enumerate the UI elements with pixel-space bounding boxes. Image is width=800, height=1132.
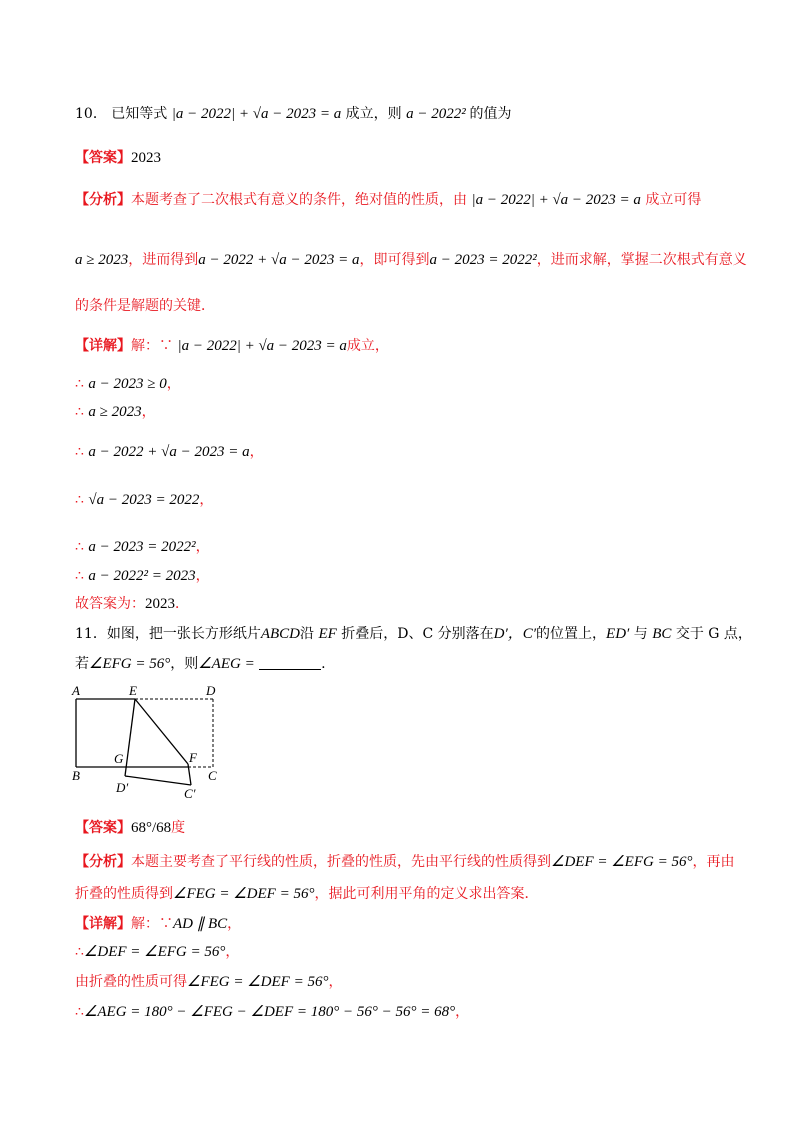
edge-ed-prime [125,699,135,776]
q10-step-6 [75,566,210,586]
therefore-symbol: ∴ [75,404,84,420]
analysis-text: ，进而得到 [128,252,199,268]
q11-question-line-1 [75,624,752,644]
q10-step-3 [75,442,264,462]
answer-unit: 度 [171,820,186,836]
step-comma: ， [141,404,156,420]
analysis-label: 【分析】 [75,192,131,208]
analysis-text: 的条件是解题的关键． [75,298,215,314]
fold-text: 由折叠的性质可得 [75,974,187,990]
label-d: D [206,683,216,698]
analysis-text: 成立可得 [645,192,702,208]
answer-label: 【答案】 [75,820,131,836]
label-e: E [129,683,137,698]
step-comma: ， [195,568,210,584]
q11-step-3 [75,1002,469,1022]
q11-math: ∠AEG = [198,656,255,672]
q11-text: 如图，把一张长方形纸片 [106,626,261,642]
analysis-math: ∠FEG = ∠DEF = 56° [173,886,315,902]
q10-step-4 [75,490,213,510]
step-comma: ， [166,376,181,392]
final-end: ． [175,596,189,612]
therefore-symbol: ∴ [75,539,84,555]
q11-text: ，则 [170,656,199,672]
q10-text-3: 的值为 [469,106,512,122]
q11-number: 11． [75,626,107,642]
q10-analysis-line-3 [75,296,215,316]
label-a: A [72,683,80,698]
step-math: a − 2022 + √a − 2023 = a [88,444,250,460]
step-comma: ， [225,944,240,960]
therefore-symbol: ∴ [75,444,84,460]
label-c-prime: C′ [184,786,196,800]
step-comma: ， [227,916,242,932]
final-value: 2023 [145,596,175,612]
analysis-text: 本题考查了二次根式有意义的条件，绝对值的性质，由 [131,192,467,208]
step-comma: ， [328,974,343,990]
q11-text: 的位置上， [536,626,607,642]
answer-label: 【答案】 [75,150,131,166]
analysis-text: ，进而求解，掌握二次根式有意义 [536,252,747,268]
q11-text: 沿 [300,626,314,642]
therefore-symbol: ∴ [75,944,84,960]
q11-answer [75,818,185,838]
q11-math: EF [318,626,337,642]
detail-text: 解：∵ [131,916,173,932]
detail-text: 解：∵ [131,338,173,354]
q11-math: D′，C′ [493,626,537,642]
q10-analysis-line-1 [75,190,701,210]
analysis-math: ∠DEF = ∠EFG = 56° [551,854,693,870]
detail-label: 【详解】 [75,916,131,932]
q10-expression: a − 2022² [406,106,470,122]
q11-analysis-line-1 [75,852,734,872]
step-comma: ， [199,492,214,508]
answer-value: 2023 [131,150,161,166]
analysis-text: ，即可得到 [359,252,430,268]
q10-step-1 [75,374,181,394]
label-b: B [72,768,80,783]
q10-text-2: 成立，则 [345,106,402,122]
q10-detail-intro [75,336,389,356]
therefore-symbol: ∴ [75,492,84,508]
q11-question-line-2 [75,654,326,674]
q11-math: ∠EFG = 56° [89,656,171,672]
detail-math: AD ∥ BC [173,916,228,932]
q10-question [75,104,511,124]
q10-final [75,594,189,614]
therefore-symbol: ∴ [75,568,84,584]
therefore-symbol: ∴ [75,1004,84,1020]
answer-value: 68°/68 [131,820,172,836]
analysis-math: a − 2023 = 2022² [429,252,537,268]
analysis-text: ，再由 [692,854,735,870]
step-math: a − 2023 ≥ 0 [88,376,167,392]
step-math: ∠AEG = 180° − ∠FEG − ∠DEF = 180° − 56° − 56° = 68° [83,1004,456,1020]
q11-detail-intro [75,914,241,934]
q11-text: 若 [75,656,89,672]
therefore-symbol: ∴ [75,376,84,392]
label-c: C [208,768,217,783]
q10-answer [75,148,161,168]
step-math: √a − 2023 = 2022 [88,492,200,508]
detail-math: |a − 2022| + √a − 2023 = a [177,338,347,354]
analysis-text: 折叠的性质得到 [75,886,173,902]
step-comma: ， [455,1004,470,1020]
q11-text: . [321,656,326,672]
q10-number: 10． [75,106,107,122]
analysis-math: a ≥ 2023 [75,252,129,268]
q11-analysis-line-2 [75,884,538,904]
q11-text: 交于 G 点， [675,626,752,642]
answer-blank [259,655,321,670]
step-math: ∠FEG = ∠DEF = 56° [187,974,329,990]
fold-figure [70,682,230,800]
q10-analysis-line-2 [75,250,747,270]
q11-math: ED′ [606,626,630,642]
q11-math: BC [652,626,672,642]
q11-text: 折叠后，D、C 分别落在 [341,626,494,642]
step-math: a − 2023 = 2022² [88,539,196,555]
step-math: a ≥ 2023 [88,404,142,420]
analysis-math: |a − 2022| + √a − 2023 = a [471,192,641,208]
detail-text: 成立， [346,338,389,354]
detail-label: 【详解】 [75,338,131,354]
q10-equation: |a − 2022| + √a − 2023 = a [171,106,342,122]
label-d-prime: D′ [116,780,129,795]
q11-step-2 [75,972,342,992]
q11-step-1 [75,942,239,962]
step-math: ∠DEF = ∠EFG = 56° [83,944,226,960]
step-math: a − 2022² = 2023 [88,568,196,584]
label-f: F [189,750,197,765]
analysis-text: 本题主要考查了平行线的性质，折叠的性质，先由平行线的性质得到 [131,854,551,870]
q10-step-5 [75,537,210,557]
analysis-math: a − 2022 + √a − 2023 = a [198,252,360,268]
label-g: G [114,751,124,766]
fold-line-ef [135,699,188,764]
q10-text-1: 已知等式 [111,106,168,122]
step-comma: ， [249,444,264,460]
edge-d-prime-c-prime [125,776,191,785]
q10-step-2 [75,402,156,422]
analysis-label: 【分析】 [75,854,131,870]
analysis-text: ，据此可利用平角的定义求出答案． [314,886,539,902]
step-comma: ， [195,539,210,555]
q11-text: 与 [633,626,648,642]
final-text: 故答案为： [75,596,145,612]
q11-math: ABCD [260,626,300,642]
